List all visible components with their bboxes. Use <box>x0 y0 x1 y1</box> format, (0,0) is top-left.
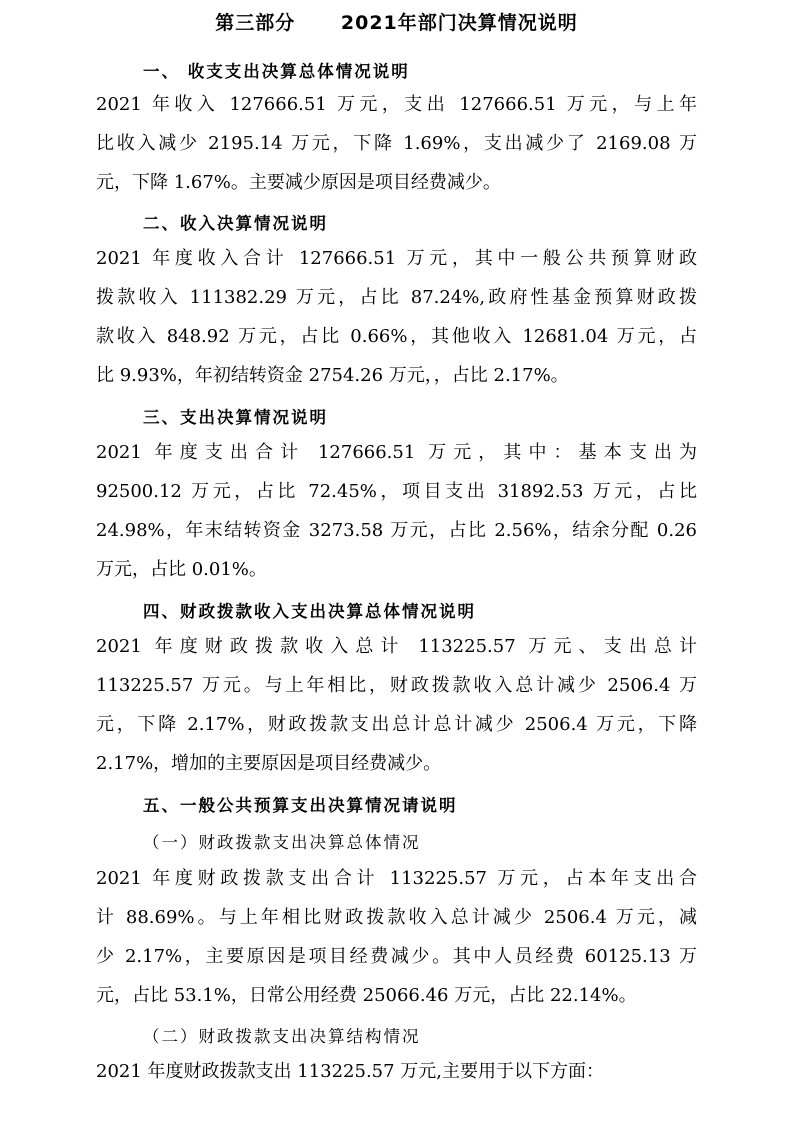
section-1-line-3: 元，下降 1.67%。主要减少原因是项目经费减少。 <box>96 172 501 193</box>
section-3-line-3: 24.98%，年末结转资金 3273.58 万元，占比 2.56%，结余分配 0.26 <box>96 520 697 541</box>
section-3-heading: 三、支出决算情况说明 <box>143 408 328 427</box>
section-4-line-3: 元，下降 2.17%，财政拨款支出总计总计减少 2506.4 万元，下降 <box>96 714 697 735</box>
section-4-line-4: 2.17%，增加的主要原因是项目经费减少。 <box>96 753 442 774</box>
section-1-line-2: 比收入减少 2195.14 万元，下降 1.69%，支出减少了 2169.08 万 <box>96 133 697 154</box>
page-title: 第三部分 2021年部门决算情况说明 <box>215 12 578 34</box>
section-4-heading: 四、财政拨款收入支出决算总体情况说明 <box>143 602 476 621</box>
section-5-subheading-1: （一）财政拨款支出决算总体情况 <box>143 833 421 852</box>
section-5-line-3: 少 2.17%，主要原因是项目经费减少。其中人员经费 60125.13 万 <box>96 946 697 967</box>
section-5-line-4: 元，占比 53.1%，日常公用经费 25066.46 万元，占比 22.14%。 <box>96 985 637 1006</box>
section-5-line-1: 2021 年度财政拨款支出合计 113225.57 万元，占本年支出合 <box>96 868 697 889</box>
section-2-heading: 二、收入决算情况说明 <box>143 214 328 233</box>
section-5-subheading-2: （二）财政拨款支出决算结构情况 <box>143 1027 421 1046</box>
section-5-heading: 五、一般公共预算支出决算情况请说明 <box>143 796 458 815</box>
section-3-line-4: 万元，占比 0.01%。 <box>96 559 267 580</box>
section-3-line-1: 2021 年度支出合计 127666.51 万元，其中：基本支出为 <box>96 442 697 463</box>
section-5-line-2: 计 88.69%。与上年相比财政拨款收入总计减少 2506.4 万元，减 <box>96 907 697 928</box>
section-2-line-1: 2021 年度收入合计 127666.51 万元，其中一般公共预算财政 <box>96 248 697 269</box>
section-5-line-5: 2021 年度财政拨款支出 113225.57 万元,主要用于以下方面： <box>96 1061 605 1082</box>
section-3-line-2: 92500.12 万元，占比 72.45%，项目支出 31892.53 万元，占比 <box>96 481 697 502</box>
section-2-line-3: 款收入 848.92 万元，占比 0.66%，其他收入 12681.04 万元，占 <box>96 326 697 347</box>
section-4-line-1: 2021 年度财政拨款收入总计 113225.57 万元、支出总计 <box>96 636 697 657</box>
section-1-line-1: 2021 年收入 127666.51 万元，支出 127666.51 万元，与上年 <box>96 94 697 115</box>
section-2-line-2: 拨款收入 111382.29 万元，占比 87.24%,政府性基金预算财政拨 <box>96 287 697 308</box>
section-2-line-4: 比 9.93%，年初结转资金 2754.26 万元，，占比 2.17%。 <box>96 365 569 386</box>
section-4-line-2: 113225.57 万元。与上年相比，财政拨款收入总计减少 2506.4 万 <box>96 675 697 696</box>
section-1-heading: 一、 收支支出决算总体情况说明 <box>143 62 410 81</box>
